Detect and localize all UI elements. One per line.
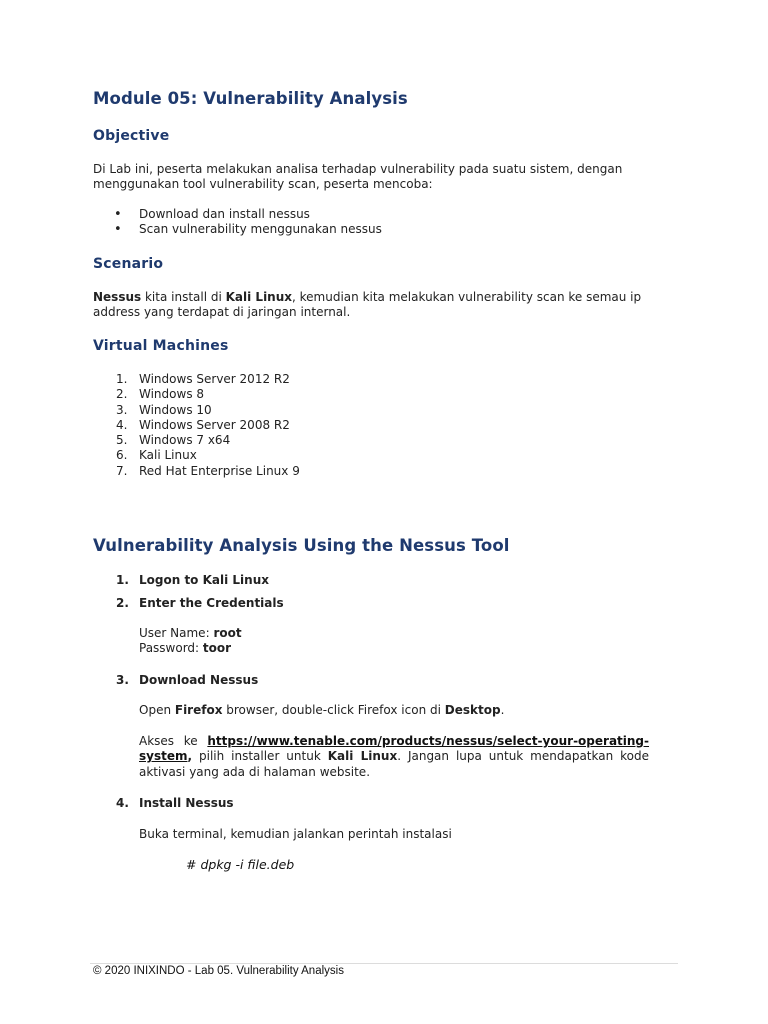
nessus-download-link[interactable]: https://www.tenable.com/products/nessus/select-your-operating-system xyxy=(139,734,649,764)
list-item: 1. Windows Server 2012 R2 xyxy=(116,372,290,386)
section-title: Vulnerability Analysis Using the Nessus Tool xyxy=(93,536,510,555)
list-item: 2. Windows 8 xyxy=(116,387,205,402)
list-item: 6. Kali Linux xyxy=(116,448,197,463)
footer-divider xyxy=(90,963,678,964)
footer-text: © 2020 INIXINDO - Lab 05. Vulnerability Analysis xyxy=(93,965,344,977)
scenario-paragraph: Nessus kita install di Kali Linux, kemudian kita melakukan vulnerability scan ke semau ip address yang terdapat di jaringan internal. xyxy=(93,290,642,320)
objective-heading: Objective xyxy=(93,128,170,144)
list-item: 7. Red Hat Enterprise Linux 9 xyxy=(116,463,300,478)
bullet-icon: • xyxy=(114,222,122,238)
install-command: # dpkg -i file.deb xyxy=(186,857,295,872)
objective-list xyxy=(93,207,382,238)
module-title: Module 05: Vulnerability Analysis xyxy=(93,89,408,108)
open-firefox-paragraph: Open Firefox browser, double-click Firefox icon di Desktop. xyxy=(139,703,505,717)
install-instruction: Buka terminal, kemudian jalankan perintah instalasi xyxy=(139,827,452,841)
list-item: 4. Windows Server 2008 R2 xyxy=(116,417,290,432)
credentials-block: User Name: root Password: toor xyxy=(139,626,242,656)
list-item: • Scan vulnerability menggunakan nessus xyxy=(114,222,382,238)
list-item: • Download dan install nessus xyxy=(114,207,310,222)
list-item: 5. Windows 7 x64 xyxy=(116,433,231,448)
akses-paragraph: Akses ke https://www.tenable.com/products/nessus/select-your-operating-system, pilih installer untuk Kali Linux. Jangan lupa untuk mendapatkan kode aktivasi yang ada di halaman website. xyxy=(139,734,649,779)
scenario-heading: Scenario xyxy=(93,256,164,272)
list-item: 3. Windows 10 xyxy=(116,402,212,417)
bullet-icon: • xyxy=(114,207,122,222)
objective-paragraph: Di Lab ini, peserta melakukan analisa terhadap vulnerability pada suatu sistem, dengan menggunakan tool vulnerability scan, peserta mencoba: xyxy=(93,162,623,192)
virtual-machines-heading: Virtual Machines xyxy=(93,338,229,354)
vm-list xyxy=(93,372,300,479)
